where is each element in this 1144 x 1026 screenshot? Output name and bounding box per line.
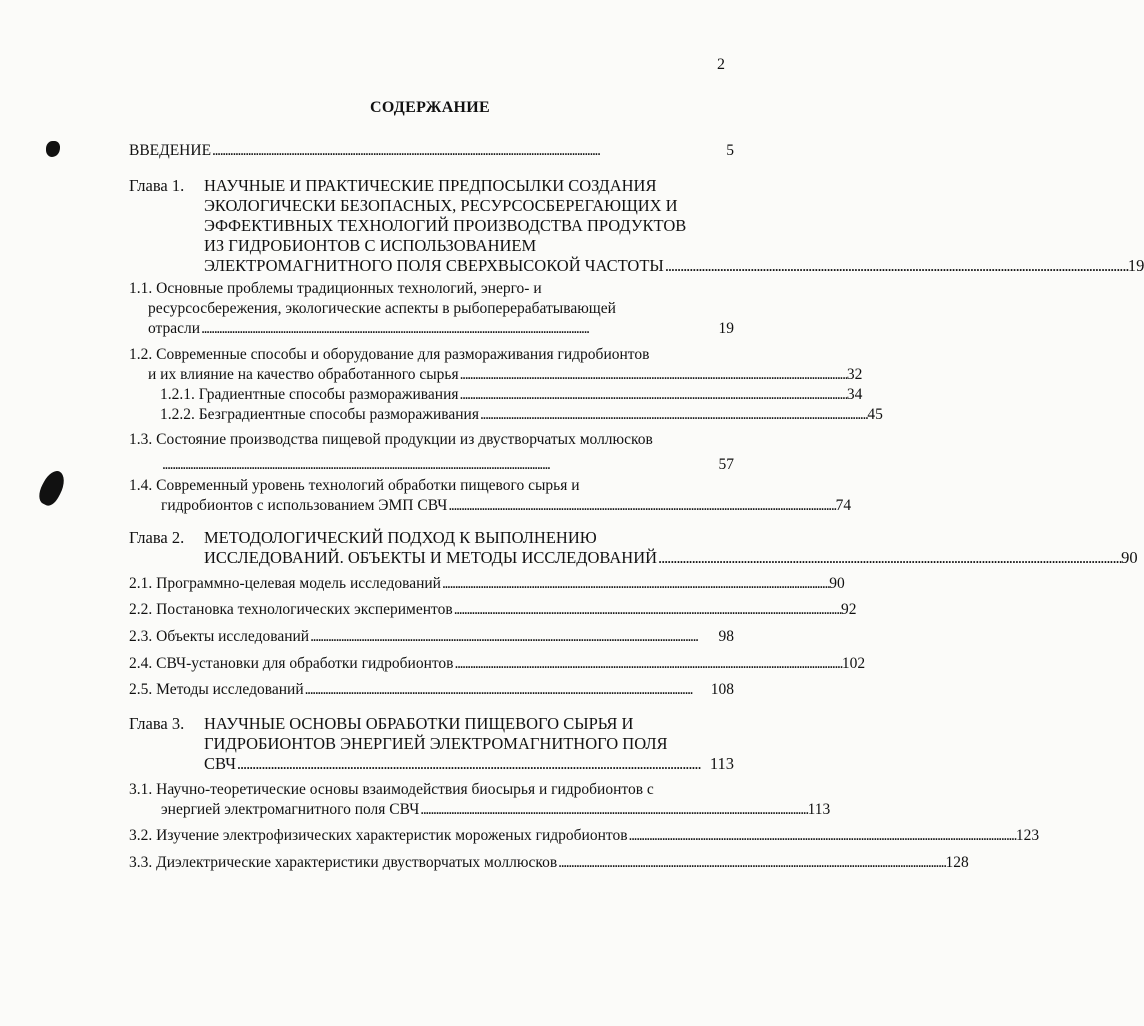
chapter-title-line: ЭФФЕКТИВНЫХ ТЕХНОЛОГИЙ ПРОИЗВОДСТВА ПРОДУКТОВ [204, 216, 687, 235]
toc-page: 19 [718, 320, 734, 337]
leader-dots [310, 627, 717, 647]
leader-dots [665, 256, 1127, 276]
section-line: Современный уровень технологий обработки пищевого сырья и [156, 477, 580, 494]
section-number: 1.3. [129, 431, 153, 448]
section-line: Состояние производства пищевой продукции из двустворчатых моллюсков [156, 431, 653, 448]
chapter-title-line: ЭКОЛОГИЧЕСКИ БЕЗОПАСНЫХ, РЕСУРСОСБЕРЕГАЮЩИХ И [204, 196, 678, 215]
chapter-title-line: ИЗ ГИДРОБИОНТОВ С ИСПОЛЬЗОВАНИЕМ [204, 236, 537, 255]
section-line: отрасли [148, 320, 201, 337]
leader-dots [460, 365, 846, 385]
toc-chapter-2[interactable] [129, 528, 1138, 568]
section-line: ресурсосбережения, экологические аспекты в рыбоперерабатывающей [148, 300, 616, 317]
toc-page: 5 [726, 142, 734, 159]
chapter-title-line: ЭЛЕКТРОМАГНИТНОГО ПОЛЯ СВЕРХВЫСОКОЙ ЧАСТОТЫ [204, 256, 664, 275]
chapter-title-line: НАУЧНЫЕ ОСНОВЫ ОБРАБОТКИ ПИЩЕВОГО СЫРЬЯ И [204, 714, 634, 733]
chapter-title-line: ИССЛЕДОВАНИЙ. ОБЪЕКТЫ И МЕТОДЫ ИССЛЕДОВАНИЙ [204, 548, 658, 567]
leader-dots [420, 800, 806, 820]
toc-entry-3-3[interactable] [129, 853, 969, 873]
leader-dots [658, 548, 1120, 568]
toc-entry-2-1[interactable] [129, 574, 845, 594]
section-number: 1.4. [129, 477, 153, 494]
toc-entry-1-2-2[interactable] [160, 405, 883, 425]
chapter-title-line: ГИДРОБИОНТОВ ЭНЕРГИЕЙ ЭЛЕКТРОМАГНИТНОГО ПОЛЯ [204, 734, 668, 753]
leader-dots [480, 405, 866, 425]
toc-page: 128 [945, 854, 969, 871]
toc-page: 98 [718, 628, 734, 645]
toc-label: ВВЕДЕНИЕ [129, 142, 212, 159]
section-line: 2.2. Постановка технологических экспериментов [129, 601, 453, 618]
leader-dots [558, 853, 944, 873]
section-line: 1.2.1. Градиентные способы размораживания [160, 386, 459, 403]
toc-entry-2-5[interactable] [129, 680, 734, 700]
toc-page: 74 [835, 497, 852, 514]
leader-dots [629, 826, 1015, 846]
leader-dots [237, 754, 709, 774]
toc-entry-intro[interactable] [129, 141, 734, 161]
toc-entry-3-2[interactable] [129, 826, 1040, 846]
toc-entry-1-1[interactable] [129, 279, 734, 339]
toc-page: 102 [841, 655, 866, 672]
scan-blot-top [46, 141, 60, 157]
toc-page: 90 [1121, 548, 1138, 567]
toc-page: 57 [718, 456, 734, 473]
section-line: 2.3. Объекты исследований [129, 628, 310, 645]
section-line: 3.2. Изучение электрофизических характеристик мороженых гидробионтов [129, 827, 628, 844]
section-line: Основные проблемы традиционных технологий, энерго- и [156, 280, 542, 297]
toc-page: 32 [846, 366, 863, 383]
toc-page: 92 [841, 601, 857, 618]
leader-dots [460, 385, 846, 405]
toc-page: 123 [1015, 827, 1040, 844]
toc-chapter-3[interactable] [129, 714, 734, 774]
section-line: гидробионтов с использованием ЭМП СВЧ [161, 497, 448, 514]
section-line: 2.1. Программно-целевая модель исследований [129, 575, 441, 592]
chapter-label: Глава 3. [129, 714, 185, 733]
toc-page: 108 [710, 681, 734, 698]
leader-dots [455, 654, 841, 674]
scan-blot-left [35, 467, 70, 508]
section-line: Научно-теоретические основы взаимодействия биосырья и гидробионтов с [156, 781, 654, 798]
toc-chapter-1[interactable] [129, 176, 1144, 276]
toc-entry-2-2[interactable] [129, 600, 857, 620]
leader-dots [448, 496, 834, 516]
toc-entry-1-3[interactable] [129, 430, 734, 475]
chapter-label: Глава 2. [129, 528, 185, 547]
chapter-title-line: МЕТОДОЛОГИЧЕСКИЙ ПОДХОД К ВЫПОЛНЕНИЮ [204, 528, 597, 547]
chapter-title-line: СВЧ [204, 754, 236, 773]
leader-dots [454, 600, 840, 620]
section-line: 2.4. СВЧ-установки для обработки гидробионтов [129, 655, 454, 672]
leader-dots [201, 319, 717, 339]
section-line: 1.2.2. Безградиентные способы размораживания [160, 406, 479, 423]
toc-page: 113 [807, 801, 831, 818]
toc-entry-2-4[interactable] [129, 654, 866, 674]
toc-entry-2-3[interactable] [129, 627, 734, 647]
chapter-label: Глава 1. [129, 176, 185, 195]
section-line: 2.5. Методы исследований [129, 681, 304, 698]
toc-title: СОДЕРЖАНИЕ [369, 99, 491, 116]
section-number: 1.2. [129, 346, 153, 363]
toc-page: 90 [829, 575, 845, 592]
toc-entry-1-2-1[interactable] [160, 385, 863, 405]
toc-page: 113 [709, 754, 734, 773]
page-number: 2 [717, 56, 725, 73]
toc-entry-3-1[interactable] [129, 780, 831, 820]
leader-dots [442, 574, 828, 594]
toc-entry-1-4[interactable] [129, 476, 852, 516]
toc-page: 34 [846, 386, 863, 403]
leader-dots [305, 680, 710, 700]
toc-page: 45 [867, 406, 883, 423]
section-line: и их влияние на качество обработанного сырья [148, 366, 459, 383]
leader-dots [212, 141, 725, 161]
section-line: энергией электромагнитного поля СВЧ [161, 801, 420, 818]
toc-entry-1-2[interactable] [129, 345, 863, 385]
toc-page: 19 [1127, 256, 1144, 275]
leader-dots [162, 455, 718, 475]
section-line: 3.3. Диэлектрические характеристики двустворчатых моллюсков [129, 854, 558, 871]
section-number: 1.1. [129, 280, 153, 297]
section-number: 3.1. [129, 781, 153, 798]
section-line: Современные способы и оборудование для размораживания гидробионтов [156, 346, 650, 363]
chapter-title-line: НАУЧНЫЕ И ПРАКТИЧЕСКИЕ ПРЕДПОСЫЛКИ СОЗДАНИЯ [204, 176, 657, 195]
